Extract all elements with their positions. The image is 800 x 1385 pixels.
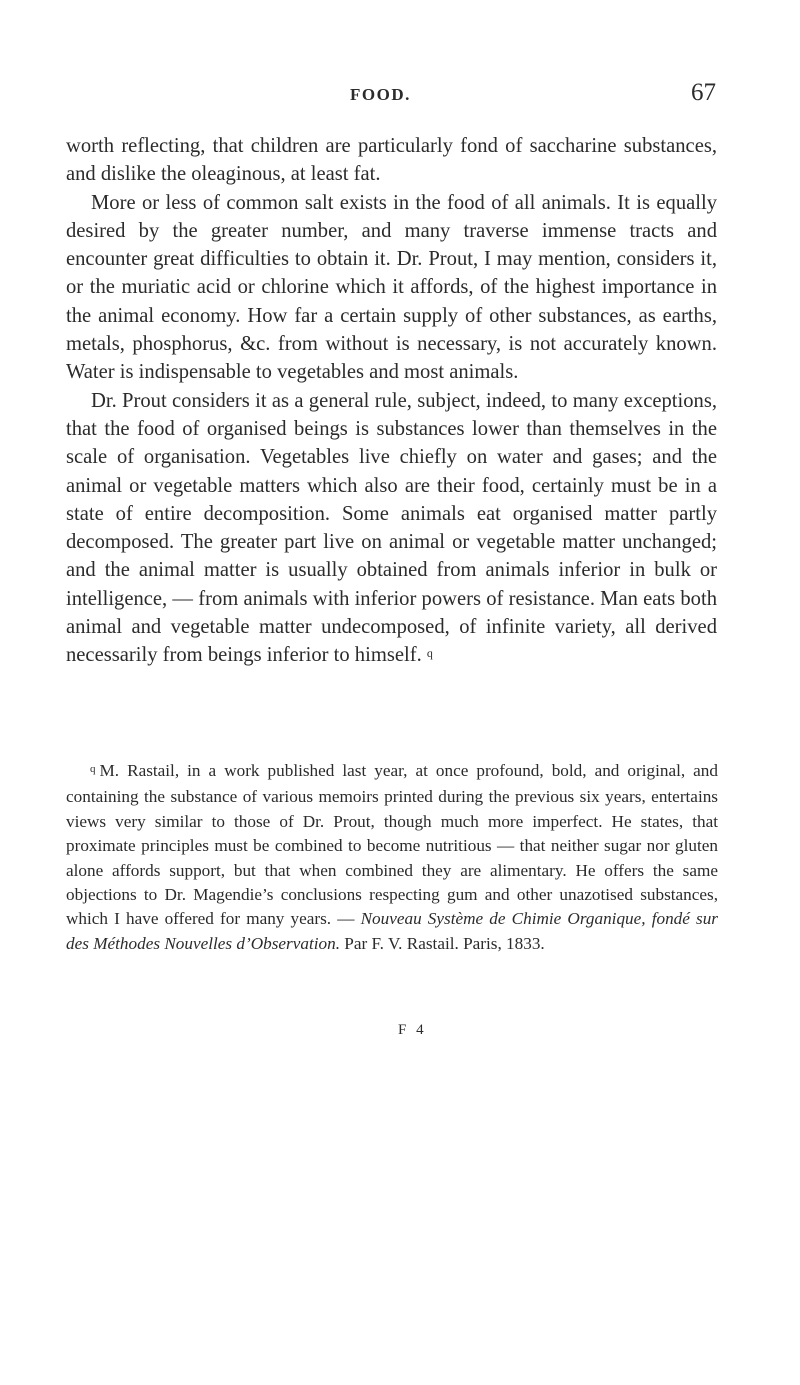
- body-text: [66, 132, 717, 670]
- page-number: 67: [691, 79, 716, 106]
- paragraph-3: [66, 387, 717, 670]
- running-title: FOOD.: [350, 85, 411, 104]
- footnote-mark: q: [90, 763, 96, 775]
- paragraph-2: More or less of common salt exists in the food of all animals. It is equally desired by the greater number, and many traverse immense tracts and encounter great difficulties to obtain it. Dr. Prout, I may mention, considers it, or the muriatic acid or chlorine which it affords, of the highest importance in the animal economy. How far a certain supply of other substances, as earths, metals, phosphorus, &c. from without is necessary, is not accurately known. Water is indispensable to vegetables and most animals.: [66, 191, 717, 384]
- paragraph-3-text: Dr. Prout considers it as a general rule, subject, indeed, to many exceptions, that the food of organised beings is substances lower than themselves in the scale of organisation. Vegetables live chiefly on water and gases; and the animal or vegetable matters which also are their food, certainly must be in a state of entire decomposition. Some animals eat organised matter partly decomposed. The greater part live on animal or vegetable matter unchanged; and the animal matter is usually obtained from animals inferior in bulk or intelligence, — from animals with inferior powers of resistance. Man eats both animal and vegetable matter undecomposed, of infinite variety, all derived necessarily from beings inferior to himself.: [66, 389, 717, 667]
- signature-mark: F 4: [398, 1022, 427, 1038]
- running-head: [66, 79, 716, 115]
- footnote-citation-tail: Par F. V. Rastail. Paris, 1833.: [340, 933, 545, 953]
- footnote: [66, 759, 718, 956]
- paragraph-1: worth reflecting, that children are particularly fond of saccharine substances, and dislike the oleaginous, at least fat.: [66, 135, 717, 186]
- footnote-reference[interactable]: q: [426, 646, 433, 661]
- footnote-cited-title: Nouveau Système de Chimie Organique, fondé sur des Méthodes Nouvelles d’Observation.: [66, 909, 718, 953]
- footnote-text: M. Rastail, in a work published last year, at once profound, bold, and original, and containing the substance of various memoirs printed during the previous six years, entertains views very similar to those of Dr. Prout, though much more imperfect. He states, that proximate principles must be combined to become nutritious — that neither sugar nor gluten alone affords support, but that when combined they are alimentary. He offers the same objections to Dr. Magendie’s conclusions respecting gum and other unazotised substances, which I have offered for many years. —: [66, 761, 718, 929]
